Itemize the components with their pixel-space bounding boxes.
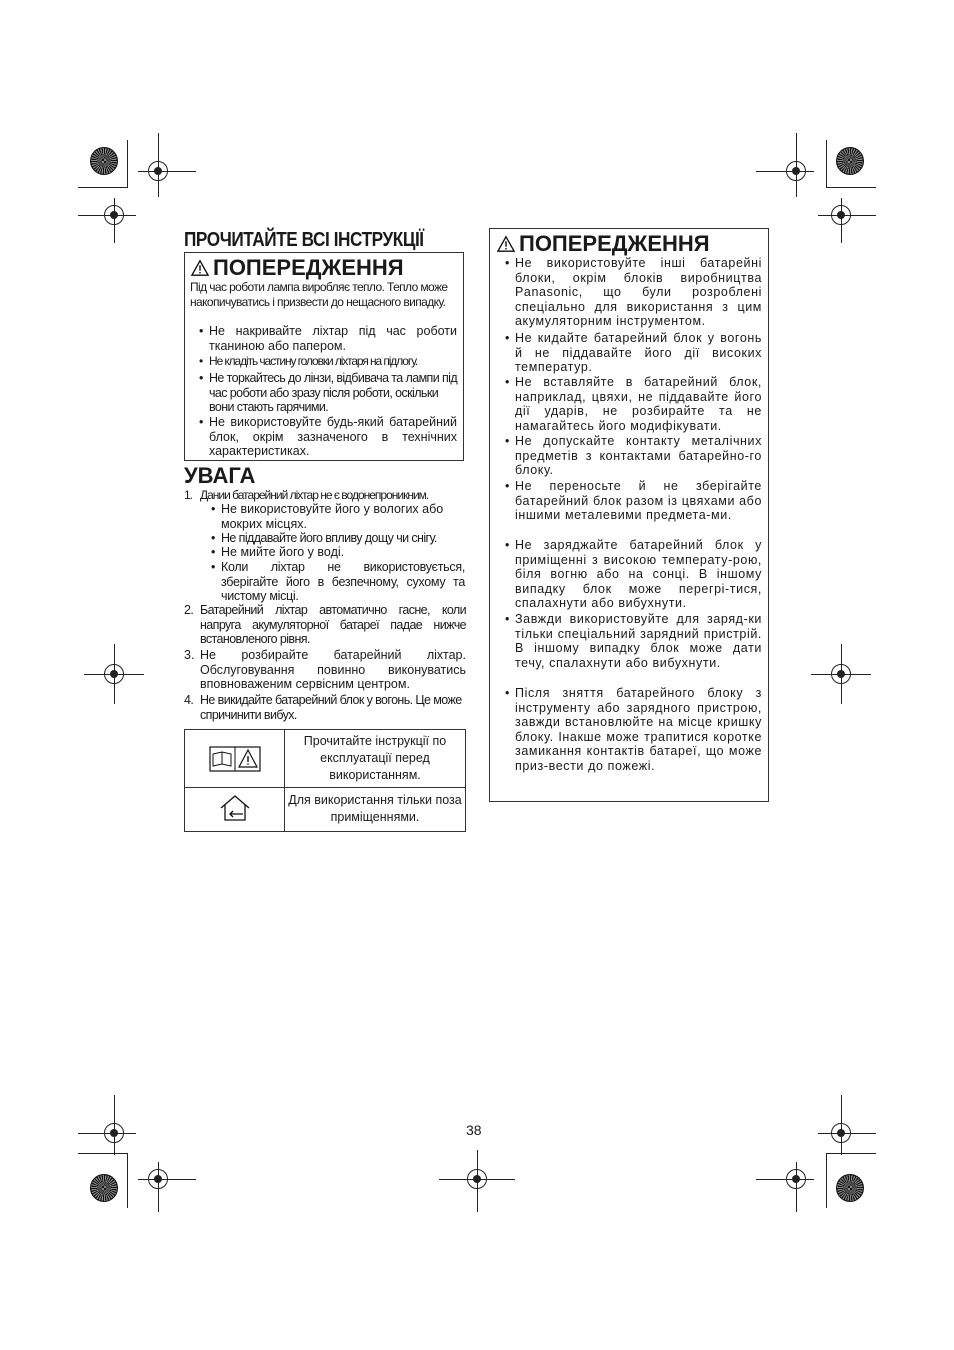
caution-subitem: • Не піддавайте його впливу дощу чи снігу. — [211, 531, 437, 545]
color-rosette-mark — [836, 147, 864, 175]
crop-line — [756, 1179, 814, 1180]
crop-line — [841, 644, 842, 704]
caution-item-1: 1. Дании батарейний ліхтар не є водонепроникним. — [184, 488, 429, 502]
symbol-description: Для використання тільки поза приміщеннями. — [288, 793, 462, 824]
warning-item: • Завжди використовуйте для заряд-ки тільки спеціальний зарядний пристрій. В іншому випадку блок може дати течу, спалахнути або вибухнути. — [505, 612, 762, 670]
warning-item: • Не заряджайте батарейний блок у приміщенні з високою температу-рою, біля вогню або на сонці. В іншому випадку блок може перегрі-тися, спалахнути або вибухнути. — [505, 538, 762, 611]
indoor-house-icon — [218, 793, 252, 825]
crop-line — [796, 133, 797, 197]
warning-item: • Не переносьте й не зберігайте батарейний блок разом із цвяхами або іншими металевими предмета-ми. — [505, 479, 762, 523]
left-warning-title — [191, 255, 404, 281]
warning-item: • Не кладіть частину головки ліхтаря на підлогу. — [199, 354, 418, 368]
crop-line — [826, 1153, 827, 1208]
caution-subitem: • Не мийте його у воді. — [211, 545, 345, 559]
crop-line — [78, 1133, 136, 1134]
color-rosette-mark — [90, 1174, 118, 1202]
crop-line — [78, 187, 128, 188]
warning-item: • Не допускайте контакту металічних предметів з контактами батарейно-го блоку. — [505, 434, 762, 478]
crop-line — [127, 1153, 128, 1208]
caution-item-4: 4. Не викидайте батарейний блок у вогонь. Це може спричинити вибух. — [184, 693, 462, 722]
warning-item: • Не торкайтесь до лінзи, відбивача та лампи під час роботи або зразу після роботи, оскільки вони стають гарячими. — [199, 371, 458, 415]
warning-intro: Під час роботи лампа виробляє тепло. Тепло може накопичуватись і призвести до нещасного випадку. — [190, 280, 448, 309]
crop-line — [138, 171, 196, 172]
crop-line — [127, 140, 128, 188]
warning-item: • Не використовуйте будь-який батарейний блок, окрім зазначеного в технічних характеристиках. — [199, 415, 457, 459]
crop-line — [818, 215, 876, 216]
manual-warning-icon — [209, 746, 261, 772]
symbol-row — [185, 730, 465, 788]
warning-item: • Не вставляйте в батарейний блок, наприклад, цвяхи, не піддавайте його дії ударів, не розбирайте та не намагайтесь його модифікувати. — [505, 375, 762, 433]
warning-item: • Після зняття батарейного блоку з інструменту або зарядного пристрою, завжди встановлюйте на місце кришку блоку. Інакше може трапитися коротке замикання контактів батареї, що може приз-вести до пожежі. — [505, 686, 762, 773]
warning-title-text: ПОПЕРЕДЖЕННЯ — [213, 255, 404, 280]
caution-item-3: 3. Не розбирайте батарейний ліхтар. Обслуговування повинно виконуватись вповноваженим сервісним центром. — [184, 648, 466, 692]
crop-line — [826, 187, 876, 188]
crop-line — [138, 1179, 196, 1180]
right-warning-title — [497, 231, 710, 257]
crop-line — [78, 215, 136, 216]
crop-line — [158, 133, 159, 197]
caution-item-2: 2. Батарейний ліхтар автоматично гасне, коли напруга акумуляторної батареї падае нижче встановленого рівня. — [184, 603, 466, 647]
symbols-table — [184, 729, 466, 832]
right-warning-box — [489, 228, 769, 802]
crop-line — [114, 198, 115, 243]
caution-title: УВАГА — [184, 463, 256, 488]
crop-line — [158, 1162, 159, 1212]
crop-line — [826, 1153, 876, 1154]
crop-line — [841, 1095, 842, 1155]
caution-subitem: • Не використовуйте його у вологих або мокрих місцях. — [211, 502, 444, 531]
crop-line — [841, 198, 842, 243]
warning-triangle-icon — [497, 235, 515, 253]
warning-title-text: ПОПЕРЕДЖЕННЯ — [519, 231, 710, 256]
symbol-description: Прочитайте інструкції по експлуатації перед використанням. — [303, 734, 447, 782]
crop-line — [818, 1133, 876, 1134]
warning-item: • Не кидайте батарейний блок у вогонь й не піддавайте його дії високих температур. — [505, 331, 762, 375]
page-number: 38 — [466, 1122, 482, 1138]
symbol-row — [185, 787, 465, 831]
crop-line — [796, 1162, 797, 1212]
crop-line — [756, 171, 814, 172]
crop-line — [477, 1150, 478, 1212]
crop-line — [78, 1153, 128, 1154]
warning-triangle-icon — [191, 259, 209, 277]
caution-subitem: • Коли ліхтар не використовується, зберігайте його в безпечному, сухому та чистому місці. — [211, 560, 465, 604]
color-rosette-mark — [90, 147, 118, 175]
crop-line — [114, 644, 115, 704]
warning-item: • Не накривайте ліхтар під час роботи тканиною або папером. — [199, 324, 457, 353]
color-rosette-mark — [836, 1174, 864, 1202]
crop-line — [114, 1095, 115, 1155]
read-all-instructions-heading: ПРОЧИТАЙТЕ ВСІ ІНСТРУКЦІЇ — [184, 229, 424, 251]
left-warning-box — [184, 252, 464, 461]
crop-line — [826, 140, 827, 188]
warning-item: • Не використовуйте інші батарейні блоки, окрім блоків виробництва Panasonic, що були розроблені спеціально для використання з цим акумуляторним інструментом. — [505, 256, 762, 329]
